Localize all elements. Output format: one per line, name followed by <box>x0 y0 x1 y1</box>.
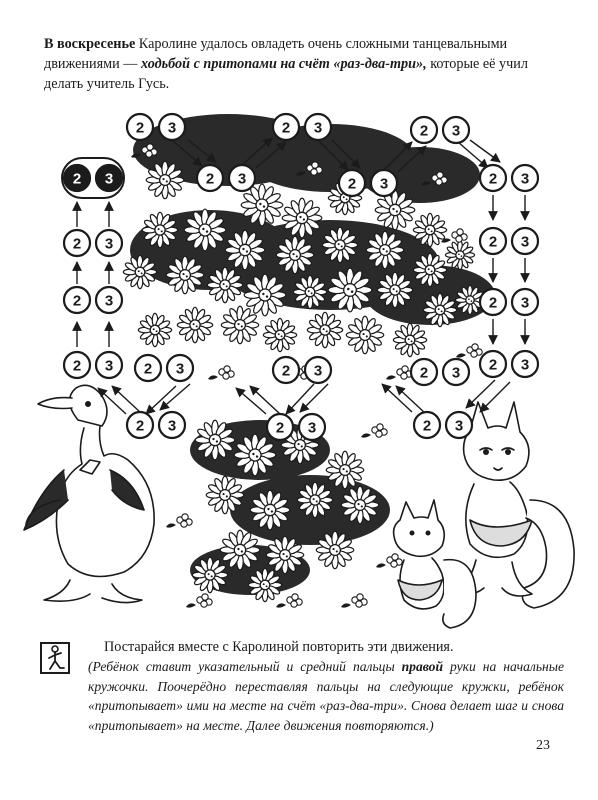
count-two-circle[interactable] <box>127 114 153 140</box>
step-pair[interactable] <box>127 412 185 438</box>
berry-cluster <box>341 594 367 608</box>
count-three-circle[interactable] <box>96 352 122 378</box>
daisy-flower <box>221 306 258 343</box>
count-label: 3 <box>313 119 323 137</box>
daisy-flower <box>177 307 212 342</box>
count-label: 2 <box>488 294 498 312</box>
count-three-circle[interactable] <box>96 287 122 313</box>
berry-cluster <box>386 366 412 380</box>
berry-cluster <box>186 594 212 608</box>
daisy-flower <box>307 312 342 347</box>
movement-icon <box>40 642 70 674</box>
dance-step-board <box>0 95 598 635</box>
intro-text-end: которые её учил делать учитель Гусь. <box>44 56 528 92</box>
count-two-circle[interactable] <box>411 117 437 143</box>
count-two-circle[interactable] <box>64 230 90 256</box>
count-label: 2 <box>281 119 291 137</box>
intro-day: воскресенье <box>57 36 136 52</box>
step-pair[interactable] <box>480 165 538 191</box>
berry-cluster <box>361 424 387 438</box>
count-label: 3 <box>104 292 114 310</box>
count-two-circle[interactable] <box>411 359 437 385</box>
count-two-circle[interactable] <box>273 357 299 383</box>
berry-cluster <box>376 554 402 568</box>
count-two-circle[interactable] <box>339 170 365 196</box>
count-label: 2 <box>422 417 432 435</box>
daisy-flower <box>393 323 426 356</box>
count-three-circle[interactable] <box>446 412 472 438</box>
intro-dance-name: ходьбой с притопами на счёт «раз-два-три», <box>141 56 427 72</box>
intro-paragraph <box>44 34 559 94</box>
berry-cluster <box>456 344 482 358</box>
instruction-part-2: руки на начальные кружочки. Поочерёдно переставляя пальцы на следующие кружки, ребёнок «притопывает» ими на месте на счёт «раз-два-три». Снова делает шаг и снова «притопывает» на месте. Далее движения повторяются.) <box>88 659 565 733</box>
count-three-circle[interactable] <box>305 357 331 383</box>
count-three-circle[interactable] <box>159 114 185 140</box>
count-label: 3 <box>167 119 177 137</box>
count-three-circle[interactable] <box>229 165 255 191</box>
page-number: 23 <box>536 738 550 753</box>
count-two-circle[interactable] <box>414 412 440 438</box>
step-pair[interactable] <box>64 230 122 256</box>
count-label: 2 <box>72 170 82 188</box>
count-label: 3 <box>451 364 461 382</box>
step-pair[interactable] <box>411 117 469 143</box>
count-label: 2 <box>488 356 498 374</box>
instruction-part-1: (Ребёнок ставит указательный и средний пальцы <box>88 659 395 674</box>
step-arrow <box>250 386 280 414</box>
count-two-circle[interactable] <box>480 165 506 191</box>
count-label: 2 <box>72 235 82 253</box>
count-label: 3 <box>175 360 185 378</box>
count-label: 2 <box>72 357 82 375</box>
count-label: 3 <box>167 417 177 435</box>
step-pair[interactable] <box>480 351 538 377</box>
step-arrow <box>480 382 510 412</box>
step-pair[interactable] <box>480 228 538 254</box>
count-three-circle[interactable] <box>167 355 193 381</box>
count-two-circle[interactable] <box>273 114 299 140</box>
count-three-circle[interactable] <box>443 117 469 143</box>
small-squirrel-illustration <box>394 500 476 628</box>
count-label: 3 <box>520 233 530 251</box>
instruction-right-hand: правой <box>401 659 444 674</box>
count-label: 3 <box>520 170 530 188</box>
count-label: 2 <box>143 360 153 378</box>
count-label: 3 <box>237 170 247 188</box>
count-three-circle[interactable] <box>512 228 538 254</box>
step-arrow <box>300 384 328 412</box>
daisy-flower <box>346 316 383 353</box>
step-arrow <box>112 386 140 412</box>
berry-cluster <box>208 366 234 380</box>
count-label: 3 <box>520 294 530 312</box>
count-two-circle[interactable] <box>64 352 90 378</box>
step-arrow <box>466 380 495 408</box>
count-label: 2 <box>205 170 215 188</box>
step-pair[interactable] <box>411 359 469 385</box>
step-arrow <box>236 388 266 414</box>
step-arrow <box>470 140 500 162</box>
count-three-circle[interactable] <box>512 165 538 191</box>
daisy-flower <box>445 240 474 269</box>
count-label: 3 <box>454 417 464 435</box>
count-two-circle[interactable] <box>64 165 90 191</box>
count-three-circle[interactable] <box>299 414 325 440</box>
instruction-body <box>88 657 564 735</box>
berry-cluster <box>276 594 302 608</box>
count-two-circle[interactable] <box>480 351 506 377</box>
count-three-circle[interactable] <box>96 230 122 256</box>
step-arrow <box>382 384 412 412</box>
count-label: 2 <box>135 417 145 435</box>
count-three-circle[interactable] <box>443 359 469 385</box>
count-label: 3 <box>104 170 114 188</box>
count-label: 2 <box>488 233 498 251</box>
count-label: 2 <box>488 170 498 188</box>
count-label: 2 <box>135 119 145 137</box>
count-label: 3 <box>104 235 114 253</box>
count-label: 3 <box>520 356 530 374</box>
count-label: 2 <box>347 175 357 193</box>
count-three-circle[interactable] <box>159 412 185 438</box>
count-two-circle[interactable] <box>267 414 293 440</box>
step-pair[interactable] <box>64 287 122 313</box>
count-label: 3 <box>104 357 114 375</box>
intro-word-v: В <box>44 36 54 52</box>
count-label: 3 <box>379 175 389 193</box>
count-label: 2 <box>419 122 429 140</box>
count-two-circle[interactable] <box>480 289 506 315</box>
count-label: 2 <box>72 292 82 310</box>
step-pair[interactable] <box>135 355 193 381</box>
step-pair[interactable] <box>414 412 472 438</box>
count-two-circle[interactable] <box>64 287 90 313</box>
step-pair[interactable] <box>480 289 538 315</box>
count-three-circle[interactable] <box>96 165 122 191</box>
count-label: 2 <box>275 419 285 437</box>
count-label: 3 <box>307 419 317 437</box>
daisy-flower <box>138 313 171 346</box>
count-three-circle[interactable] <box>512 289 538 315</box>
count-three-circle[interactable] <box>512 351 538 377</box>
count-three-circle[interactable] <box>371 170 397 196</box>
count-three-circle[interactable] <box>305 114 331 140</box>
step-arrow <box>396 386 426 414</box>
count-two-circle[interactable] <box>197 165 223 191</box>
intro-text: Каролине удалось овладеть очень сложными танцевальными движениями — <box>44 36 508 72</box>
instruction-title: Постарайся вместе с Каролиной повторить эти движения. <box>104 639 454 655</box>
count-label: 3 <box>313 362 323 380</box>
step-pair[interactable] <box>64 352 122 378</box>
count-label: 2 <box>281 362 291 380</box>
step-arrow <box>286 384 314 414</box>
count-label: 2 <box>419 364 429 382</box>
daisy-flower <box>263 318 296 351</box>
count-two-circle[interactable] <box>127 412 153 438</box>
count-label: 3 <box>451 122 461 140</box>
start-step-pair[interactable] <box>62 158 124 198</box>
count-two-circle[interactable] <box>135 355 161 381</box>
count-two-circle[interactable] <box>480 228 506 254</box>
berry-cluster <box>166 514 192 528</box>
